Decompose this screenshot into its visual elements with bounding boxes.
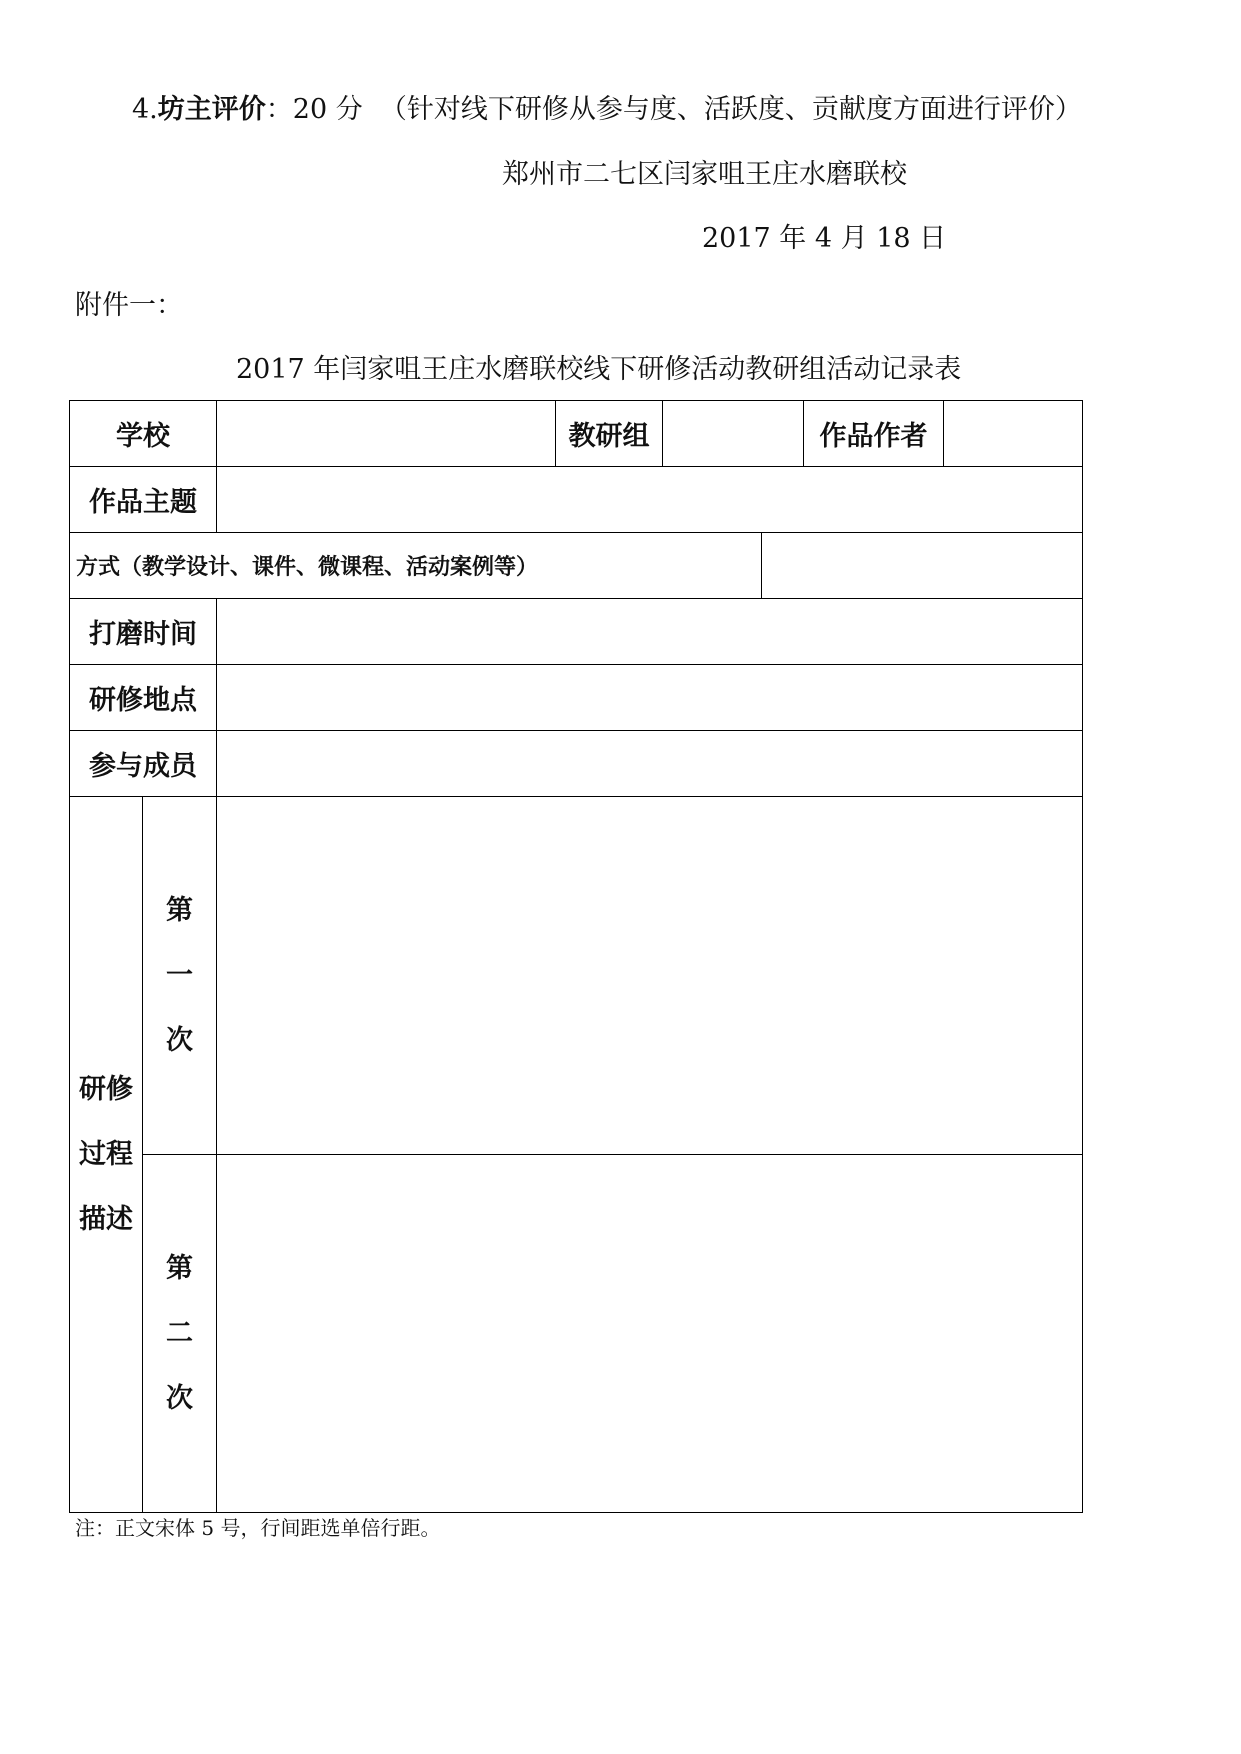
- theme-label: 作品主题: [70, 467, 217, 533]
- school-label: 学校: [70, 401, 217, 467]
- author-field[interactable]: [944, 401, 1083, 467]
- attachment-label: 附件一：: [75, 290, 183, 321]
- second-label: 第二次: [166, 1253, 193, 1414]
- process-label: 研修过程描述: [79, 1074, 133, 1235]
- place-field[interactable]: [217, 665, 1083, 731]
- section-title: 坊主评价: [157, 94, 266, 125]
- place-label: 研修地点: [70, 665, 217, 731]
- theme-field[interactable]: [217, 467, 1083, 533]
- section-4-heading: [132, 92, 1082, 128]
- first-label-cell: [143, 797, 217, 1155]
- section-description: （针对线下研修从参与度、活跃度、贡献度方面进行评价）: [379, 94, 1082, 125]
- first-label: 第一次: [166, 895, 193, 1056]
- row-process-second: [70, 1155, 1083, 1513]
- members-label: 参与成员: [70, 731, 217, 797]
- row-place: [70, 665, 1083, 731]
- time-label: 打磨时间: [70, 599, 217, 665]
- section-colon: ：: [265, 94, 293, 125]
- form-title: 2017 年闫家咀王庄水磨联校线下研修活动教研组活动记录表: [236, 354, 962, 385]
- section-number: 4.: [132, 94, 158, 125]
- method-label: 方式（教学设计、课件、微课程、活动案例等）: [70, 533, 762, 599]
- row-method: [70, 533, 1083, 599]
- section-score: 20 分: [292, 94, 363, 125]
- second-field[interactable]: [217, 1155, 1083, 1513]
- row-school: [70, 401, 1083, 467]
- activity-record-table: [69, 400, 1083, 1513]
- organization-name: 郑州市二七区闫家咀王庄水磨联校: [502, 159, 907, 190]
- time-field[interactable]: [217, 599, 1083, 665]
- row-time: [70, 599, 1083, 665]
- second-label-cell: [143, 1155, 217, 1513]
- process-label-cell: [70, 797, 143, 1513]
- row-process-first: [70, 797, 1083, 1155]
- group-field[interactable]: [663, 401, 804, 467]
- row-members: [70, 731, 1083, 797]
- row-theme: [70, 467, 1083, 533]
- members-field[interactable]: [217, 731, 1083, 797]
- method-field[interactable]: [762, 533, 1083, 599]
- group-label: 教研组: [556, 401, 663, 467]
- author-label: 作品作者: [804, 401, 944, 467]
- first-field[interactable]: [217, 797, 1083, 1155]
- document-date: 2017 年 4 月 18 日: [702, 223, 947, 254]
- school-field[interactable]: [217, 401, 556, 467]
- footnote: 注：正文宋体 5 号，行间距选单倍行距。: [75, 1516, 441, 1540]
